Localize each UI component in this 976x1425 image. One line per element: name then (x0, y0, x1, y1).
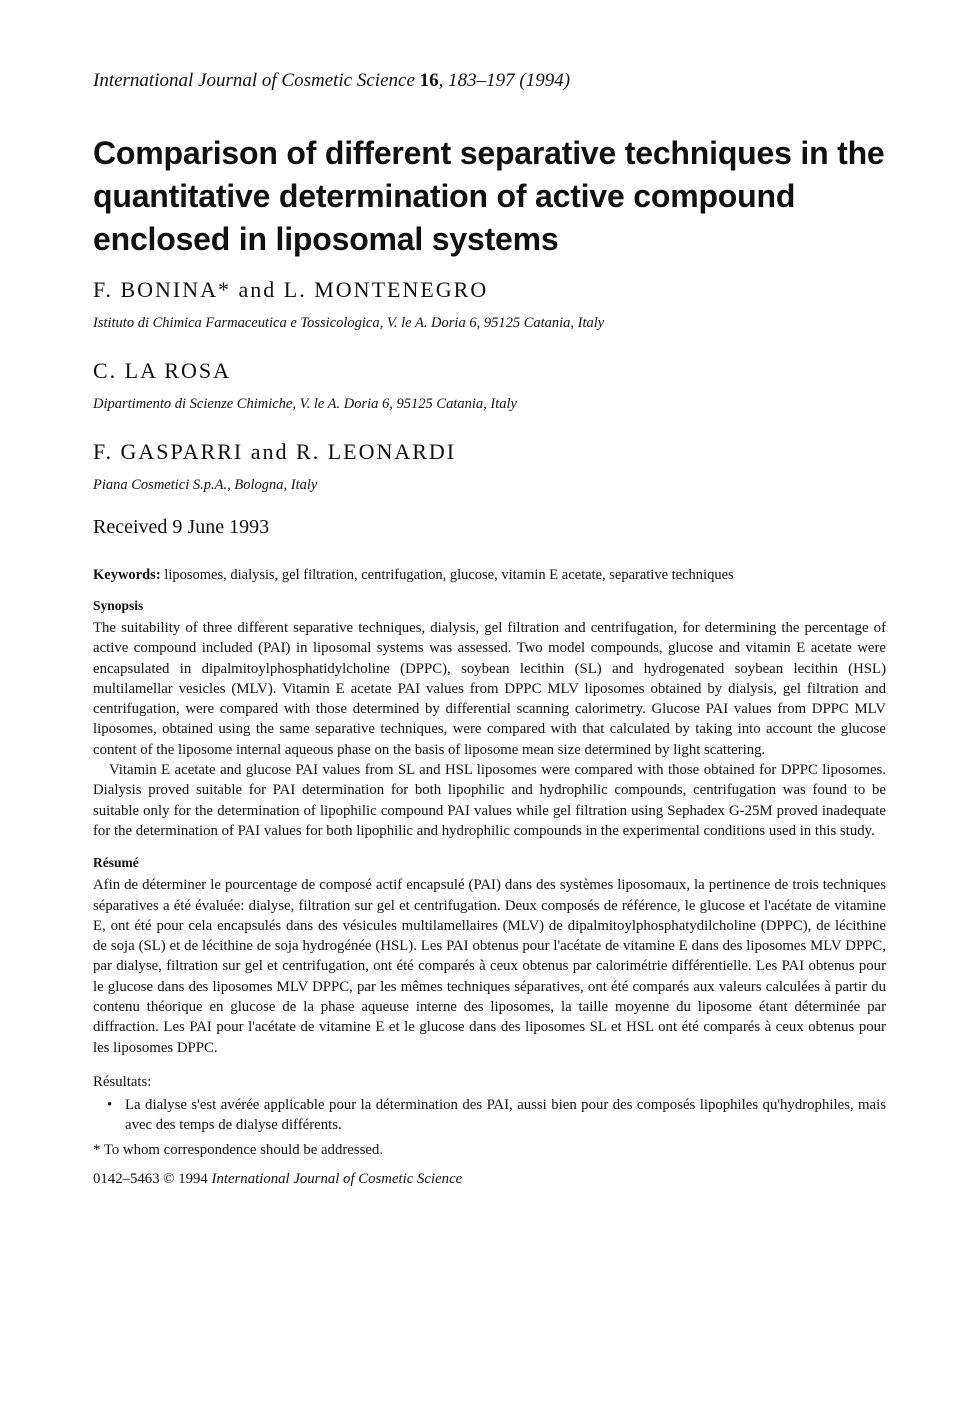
resume-paragraph-1: Afin de déterminer le pourcentage de composé actif encapsulé (PAI) dans des systèmes liposomaux, la pertinence de trois techniques séparatives a été évaluée: dialyse, filtration sur gel et centrifugation. Deux composés de référence, le glucose et l'acétate de vitamine E, ont été pour cela encapsulés dans des vésicules multilamellaires (MLV) de dipalmitoylphosphatydilcholine (DPPC), de lécithine de soja (SL) et de lécithine de soja hydrogénée (HSL). Les PAI obtenus pour l'acétate de vitamine E dans des liposomes MLV DPPC, par dialyse, filtration sur gel et centrifugation, ont été comparés à ceux obtenus par calorimétrie différentielle. Les PAI obtenus pour le glucose dans des liposomes MLV DPPC, par les mêmes techniques séparatives, ont été comparés aux valeurs calculées à partir du contenu théorique en glucose de la phase aqueuse interne des liposomes, la taille moyenne du liposome étant déterminée par diffraction. Les PAI pour l'acétate de vitamine E et le glucose dans des liposomes SL et HSL ont été comparés à ceux obtenus pour les liposomes DPPC. (93, 877, 886, 1056)
results-bullet-1-text: La dialyse s'est avérée applicable pour la détermination des PAI, aussi bien pour des composés lipophiles qu'hydrophiles, mais avec des temps de dialyse différents. (125, 1096, 886, 1134)
copyright-line (93, 1171, 886, 1188)
journal-pages-year: , 183–197 (1994) (438, 70, 571, 91)
author-group-3: F. GASPARRI and R. LEONARDI (93, 439, 457, 464)
keywords-label: Keywords: (93, 567, 161, 583)
synopsis-heading: Synopsis (93, 598, 144, 613)
affiliation-1: Istituto di Chimica Farmaceutica e Tossicologica, V. le A. Doria 6, 95125 Catania, Italy (93, 315, 605, 331)
author-group-1: F. BONINA* and L. MONTENEGRO (93, 277, 489, 302)
copyright-code: 0142–5463 © 1994 (93, 1170, 208, 1187)
article-page (93, 70, 886, 1188)
affiliation-2: Dipartimento di Scienze Chimiche, V. le A. Doria 6, 95125 Catania, Italy (93, 396, 517, 412)
synopsis-paragraph-2: Vitamin E acetate and glucose PAI values from SL and HSL liposomes were compared with those obtained for DPPC liposomes. Dialysis proved suitable for PAI determination for both lipophilic and hydrophilic compounds, centrifugation was found to be suitable only for the determination of lipophilic compound PAI values while gel filtration using Sephadex G-25M proved inadequate for the determination of PAI values for both lipophilic and hydrophilic compounds in the experimental conditions used in this study. (93, 762, 886, 839)
received-date: Received 9 June 1993 (93, 516, 270, 538)
bullet-icon: • (107, 1096, 113, 1113)
affiliation-3: Piana Cosmetici S.p.A., Bologna, Italy (93, 477, 318, 493)
keywords (93, 567, 886, 584)
journal-volume: 16 (419, 70, 439, 91)
author-group-2: C. LA ROSA (93, 358, 231, 383)
results-label: Résultats: (93, 1073, 152, 1090)
article-title: Comparison of different separative techniques in the quantitative determination of active compound enclosed in liposomal systems (93, 135, 885, 257)
copyright-journal: International Journal of Cosmetic Science (211, 1170, 463, 1187)
results-bullet-1 (93, 1095, 886, 1136)
footnote: * To whom correspondence should be addressed. (93, 1141, 384, 1158)
journal-citation (93, 70, 886, 92)
resume-heading: Résumé (93, 855, 139, 871)
synopsis-paragraph-1: The suitability of three different separative techniques, dialysis, gel filtration and centrifugation, for determining the percentage of active compound included (PAI) in liposomal systems was assessed. Two model compounds, glucose and vitamin E acetate were encapsulated in dipalmitoylphosphatidylcholine (DPPC), soybean lecithin (SL) and hydrogenated soybean lecithin (HSL) multilamellar vesicles (MLV). Vitamin E acetate PAI values from DPPC MLV liposomes obtained by dialysis, gel filtration and centrifugation, were compared with those determined by differential scanning calorimetry. Glucose PAI values from DPPC MLV liposomes, obtained using the same separative techniques, were compared with that calculated by taking into account the glucose content of the liposome internal aqueous phase on the basis of liposome mean size determined by light scattering. (93, 620, 886, 758)
journal-name: International Journal of Cosmetic Science (93, 70, 415, 91)
keywords-list: liposomes, dialysis, gel filtration, centrifugation, glucose, vitamin E acetate, separative techniques (164, 567, 734, 583)
